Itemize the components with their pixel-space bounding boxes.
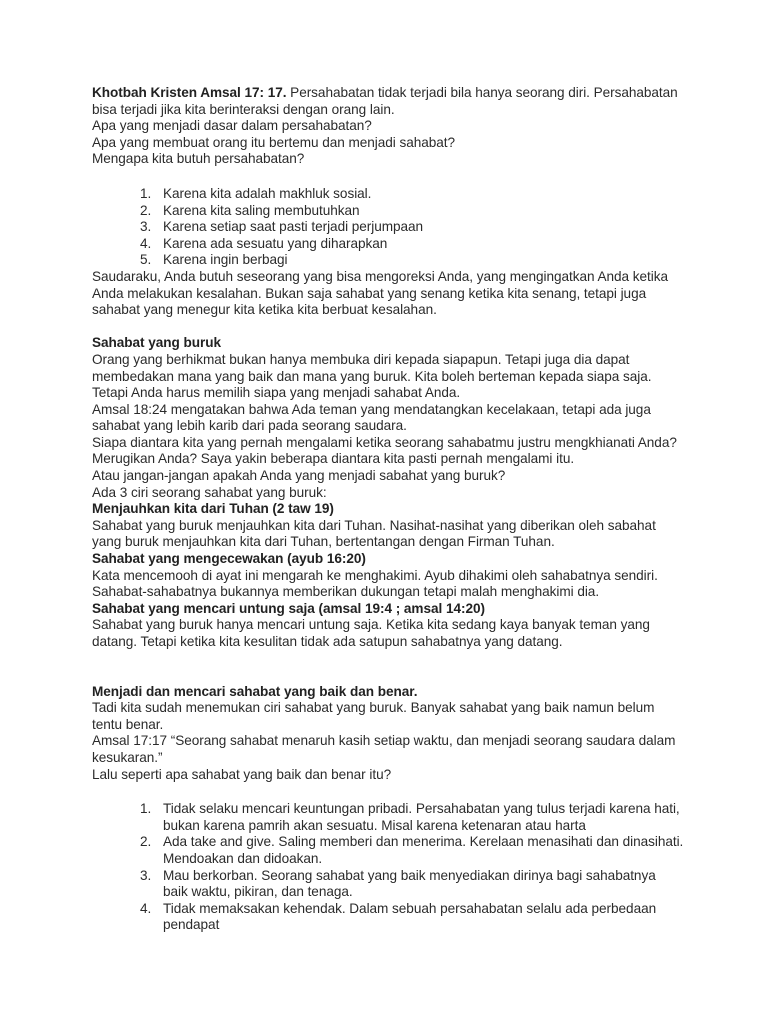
subheading: Sahabat yang mengecewakan (ayub 16:20) (92, 551, 366, 567)
paragraph: Orang yang berhikmat bukan hanya membuka diri kepada siapapun. Tetapi juga dia dapat membedakan mana yang baik dan mana yang buruk. Kita boleh berteman kepada siapa saja. Tetapi Anda harus memilih siapa yang menjadi sahabat Anda. (92, 351, 652, 401)
list-item: 2. Ada take and give. Saling memberi dan menerima. Kerelaan menasihati dan dinasihati. Mendoakan dan didoakan. (140, 834, 684, 866)
list-item: 4. Karena ada sesuatu yang diharapkan (140, 235, 388, 251)
intro-text: Persahabatan tidak terjadi bila hanya seorang diri. Persahabatan bisa terjadi jika kita berinteraksi dengan orang lain. (92, 85, 678, 117)
list-item: 3. Karena setiap saat pasti terjadi perjumpaan (140, 219, 424, 235)
paragraph: Sahabat-sahabatnya bukannya memberikan dukungan tetapi malah menghakimi dia. (92, 584, 600, 600)
intro-paragraph (92, 85, 684, 118)
paragraph: Sahabat yang buruk menjauhkan kita dari Tuhan. Nasihat-nasihat yang diberikan oleh sabahat yang buruk menjauhkan kita dari Tuhan, bertentangan dengan Firman Tuhan. (92, 517, 656, 550)
paragraph: Kata mencemooh di ayat ini mengarah ke menghakimi. Ayub dihakimi oleh sahabatnya sendiri. (92, 567, 658, 583)
paragraph: Amsal 18:24 mengatakan bahwa Ada teman yang mendatangkan kecelakaan, tetapi ada juga sahabat yang lebih karib dari pada seorang saudara. (92, 401, 651, 434)
list-item: 1. Tidak selaku mencari keuntungan pribadi. Persahabatan yang tulus terjadi karena hati, bukan karena pamrih akan sesuatu. Misal karena ketenaran atau harta (140, 801, 680, 833)
good-friend-list (92, 801, 684, 934)
paragraph: Siapa diantara kita yang pernah mengalami ketika seorang sahabatmu justru mengkhianati Anda? Merugikan Anda? Saya yakin beberapa diantara kita pasti pernah mengalami itu. (92, 434, 677, 467)
section-heading-good: Menjadi dan mencari sahabat yang baik dan benar. (92, 683, 418, 699)
question-1: Apa yang menjadi dasar dalam persahabatan? (92, 118, 372, 134)
paragraph: Atau jangan-jangan apakah Anda yang menjadi sabahat yang buruk? (92, 468, 506, 484)
paragraph: Amsal 17:17 “Seorang sahabat menaruh kasih setiap waktu, dan menjadi seorang saudara dalam kesukaran.” (92, 733, 676, 765)
paragraph: Tadi kita sudah menemukan ciri sahabat yang buruk. Banyak sahabat yang baik namun belum tentu benar. (92, 700, 655, 732)
paragraph: Ada 3 ciri seorang sahabat yang buruk: (92, 484, 327, 500)
subheading: Menjauhkan kita dari Tuhan (2 taw 19) (92, 501, 334, 517)
list-item: 2. Karena kita saling membutuhkan (140, 202, 360, 218)
paragraph: Lalu seperti apa sahabat yang baik dan benar itu? (92, 766, 392, 782)
intro-conclusion: Saudaraku, Anda butuh seseorang yang bisa mengoreksi Anda, yang mengingatkan Anda ketika Anda melakukan kesalahan. Bukan saja sahabat yang senang ketika kita senang, tetapi juga sahabat yang menegur kita ketika kita berbuat kesalahan. (92, 268, 669, 318)
list-item: 3. Mau berkorban. Seorang sahabat yang baik menyediakan dirinya bagi sahabatnya baik waktu, pikiran, dan tenaga. (140, 867, 656, 900)
subheading: Sahabat yang mencari untung saja (amsal 19:4 ; amsal 14:20) (92, 600, 485, 616)
question-3: Mengapa kita butuh persahabatan? (92, 151, 305, 167)
list-item: 1. Karena kita adalah makhluk sosial. (140, 185, 372, 201)
reasons-list (92, 186, 684, 269)
list-item: 4. Tidak memaksakan kehendak. Dalam sebuah persahabatan selalu ada perbedaan pendapat (140, 900, 657, 933)
document-body (92, 85, 684, 934)
document-title: Khotbah Kristen Amsal 17: 17. (92, 85, 287, 100)
section-heading-bad: Sahabat yang buruk (92, 335, 222, 351)
question-2: Apa yang membuat orang itu bertemu dan menjadi sahabat? (92, 134, 456, 150)
list-item: 5. Karena ingin berbagi (140, 252, 288, 268)
paragraph: Sahabat yang buruk hanya mencari untung saja. Ketika kita sedang kaya banyak teman yang datang. Tetapi ketika kita kesulitan tidak ada satupun sahabatnya yang datang. (92, 617, 650, 649)
